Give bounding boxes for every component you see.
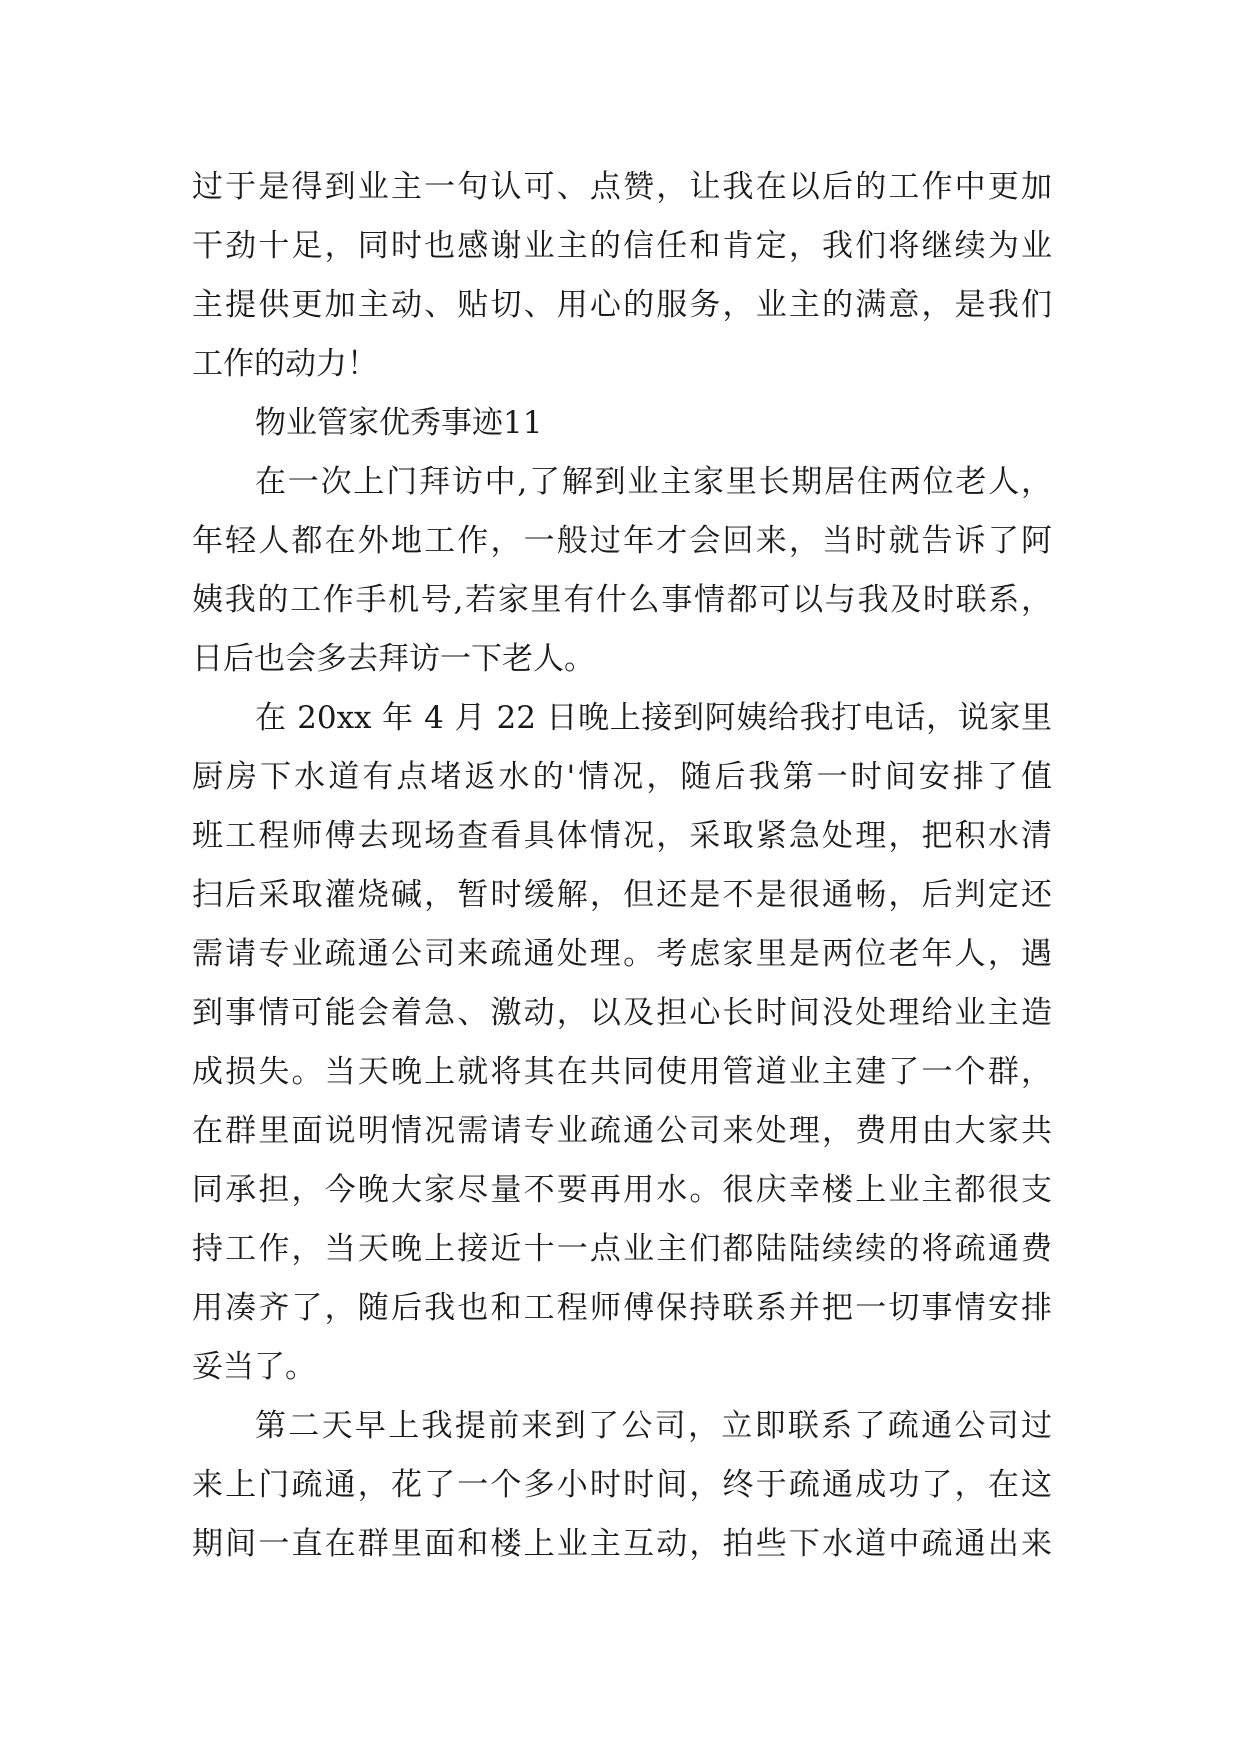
text-line: 在群里面说明情况需请专业疏通公司来处理，费用由大家共 xyxy=(192,1113,1052,1149)
text-line: 姨我的工作手机号,若家里有什么事情都可以与我及时联系， xyxy=(192,582,1052,618)
text-line: 在一次上门拜访中,了解到业主家里长期居住两位老人， xyxy=(255,464,1052,500)
text-line: 需请专业疏通公司来疏通处理。考虑家里是两位老年人，遇 xyxy=(192,936,1052,972)
text-line: 过于是得到业主一句认可、点赞，让我在以后的工作中更加 xyxy=(192,169,1052,205)
text-line: 班工程师傅去现场查看具体情况，采取紧急处理，把积水清 xyxy=(192,818,1052,854)
section-heading: 物业管家优秀事迹11 xyxy=(255,405,543,441)
text-line: 日后也会多去拜访一下老人。 xyxy=(192,641,595,677)
text-line: 工作的动力！ xyxy=(192,346,378,382)
text-line: 用凑齐了，随后我也和工程师傅保持联系并把一切事情安排 xyxy=(192,1290,1052,1326)
text-line: 妥当了。 xyxy=(192,1349,316,1385)
text-line: 厨房下水道有点堵返水的'情况，随后我第一时间安排了值 xyxy=(192,759,1052,795)
text-line: 同承担，今晚大家尽量不要再用水。很庆幸楼上业主都很支 xyxy=(192,1172,1052,1208)
text-line: 来上门疏通，花了一个多小时时间，终于疏通成功了，在这 xyxy=(192,1467,1052,1503)
text-line: 期间一直在群里面和楼上业主互动，拍些下水道中疏通出来 xyxy=(192,1526,1052,1562)
text-line: 持工作，当天晚上接近十一点业主们都陆陆续续的将疏通费 xyxy=(192,1231,1052,1267)
text-line: 主提供更加主动、贴切、用心的服务，业主的满意，是我们 xyxy=(192,287,1052,323)
document-body xyxy=(192,158,1052,1574)
text-line: 干劲十足，同时也感谢业主的信任和肯定，我们将继续为业 xyxy=(192,228,1052,264)
text-line: 第二天早上我提前来到了公司，立即联系了疏通公司过 xyxy=(255,1408,1052,1444)
text-line: 在 20xx 年 4 月 22 日晚上接到阿姨给我打电话，说家里 xyxy=(255,700,1052,736)
text-line: 扫后采取灌烧碱，暂时缓解，但还是不是很通畅，后判定还 xyxy=(192,877,1052,913)
text-line: 年轻人都在外地工作，一般过年才会回来，当时就告诉了阿 xyxy=(192,523,1052,559)
text-line: 到事情可能会着急、激动，以及担心长时间没处理给业主造 xyxy=(192,995,1052,1031)
text-line: 成损失。当天晚上就将其在共同使用管道业主建了一个群， xyxy=(192,1054,1052,1090)
